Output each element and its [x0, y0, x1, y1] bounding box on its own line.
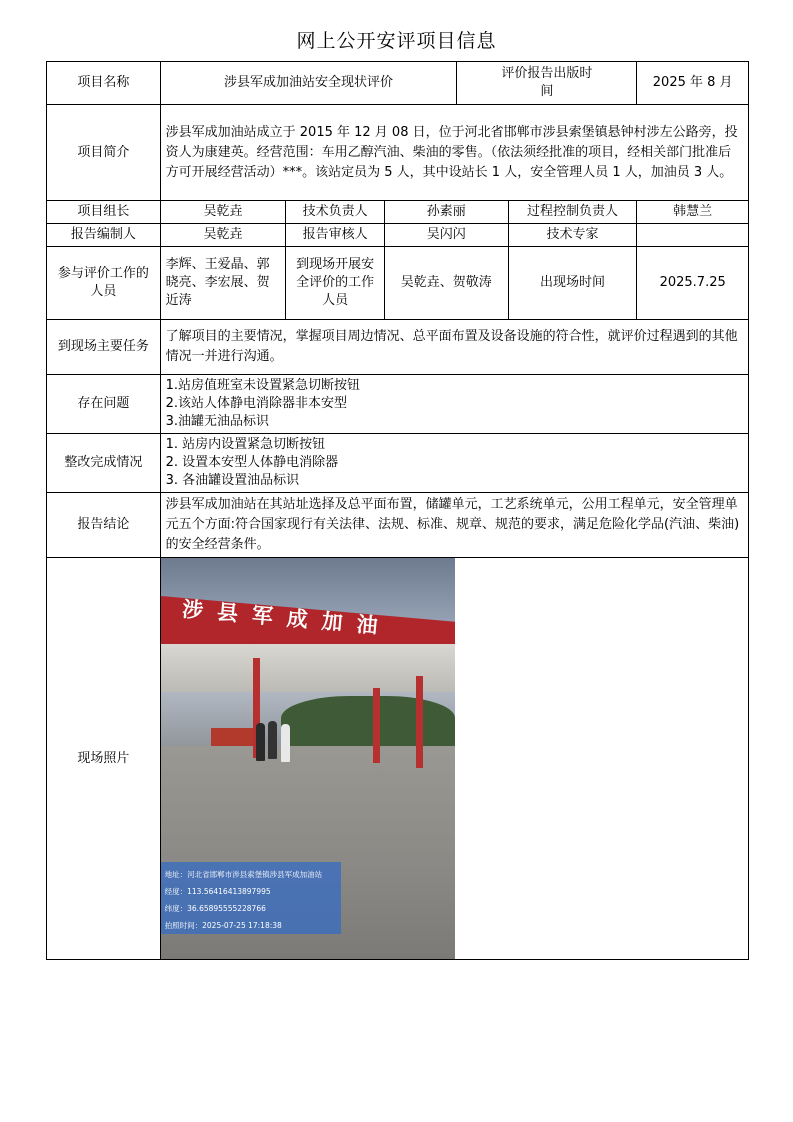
- photo-cell: [160, 558, 748, 960]
- person-image: [281, 724, 290, 762]
- watermark-longitude: 经度：113.56416413897995: [164, 887, 271, 896]
- participants-label: 参与评价工作的人员: [47, 247, 161, 320]
- onsite-time-value: 2025.7.25: [637, 247, 749, 320]
- fix-item: 1. 站房内设置紧急切断按钮: [165, 437, 326, 452]
- publish-time-value: 2025 年 8 月: [637, 62, 749, 105]
- canopy-sign: 涉县军成加油: [180, 597, 393, 640]
- watermark-time: 拍照时间：2025-07-25 17:18:38: [164, 921, 282, 930]
- fix-item: 3. 各油罐设置油品标识: [165, 473, 300, 488]
- watermark-latitude: 纬度：36.65895555228766: [164, 904, 266, 913]
- problems-label: 存在问题: [47, 375, 161, 434]
- intro-text: 涉县军成加油站成立于 2015 年 12 月 08 日，位于河北省邯郸市涉县索堡镇悬钟村涉左公路旁，投资人为康建英。经营范围：车用乙醇汽油、柴油的零售。（依法须经批准的项目，经相关部门批准后方可开展经营活动）***。该站定员为 5 人，其中设站长 1 人，安全管理人员 1 人，加油员 3 人。: [160, 105, 748, 201]
- fixes-label: 整改完成情况: [47, 434, 161, 493]
- conclusion-text: 涉县军成加油站在其站址选择及总平面布置，储罐单元，工艺系统单元，公用工程单元，安全管理单元五个方面:符合国家现行有关法律、法规、标准、规章、规范的要求，满足危险化学品(汽油、柴油)的安全经营条件。: [160, 493, 748, 558]
- reviewer-label: 报告审核人: [286, 224, 385, 247]
- canopy-underside: [161, 644, 455, 692]
- author-value: 吴乾垚: [160, 224, 286, 247]
- problems-list: [160, 375, 748, 434]
- leader-label: 项目组长: [47, 201, 161, 224]
- tech-label: 技术负责人: [286, 201, 385, 224]
- project-name-value: 涉县军成加油站安全现状评价: [160, 62, 457, 105]
- pillar-image: [416, 676, 423, 768]
- trees-image: [281, 696, 455, 751]
- problem-item: 2.该站人体静电消除器非本安型: [165, 396, 348, 411]
- onsite-time-label: 出现场时间: [508, 247, 637, 320]
- site-photo: [161, 558, 455, 959]
- task-text: 了解项目的主要情况，掌握项目周边情况、总平面布置及设备设施的符合性，就评价过程遇到的其他情况一并进行沟通。: [160, 320, 748, 375]
- person-image: [268, 721, 277, 759]
- leader-value: 吴乾垚: [160, 201, 286, 224]
- participants-value: 李辉、王爱晶、郭晓亮、李宏展、贺近涛: [160, 247, 286, 320]
- process-value: 韩慧兰: [637, 201, 749, 224]
- expert-label: 技术专家: [508, 224, 637, 247]
- page-title: 网上公开安评项目信息: [296, 30, 497, 52]
- onsite-staff-value: 吴乾垚、贺敬涛: [384, 247, 508, 320]
- task-label: 到现场主要任务: [47, 320, 161, 375]
- project-name-label: 项目名称: [47, 62, 161, 105]
- author-label: 报告编制人: [47, 224, 161, 247]
- pillar-image: [373, 688, 380, 763]
- fixes-list: [160, 434, 748, 493]
- onsite-staff-label: 到现场开展安全评价的工作人员: [286, 247, 385, 320]
- tech-value: 孙素丽: [384, 201, 508, 224]
- info-table: [46, 61, 749, 960]
- publish-time-label: 评价报告出版时间: [457, 62, 637, 105]
- photo-watermark: [161, 862, 341, 934]
- expert-value: [637, 224, 749, 247]
- reviewer-value: 吴闪闪: [384, 224, 508, 247]
- watermark-address: 地址：河北省邯郸市涉县索堡镇涉县军成加油站: [164, 870, 323, 879]
- photo-label: 现场照片: [47, 558, 161, 960]
- problem-item: 3.油罐无油品标识: [165, 414, 270, 429]
- problem-item: 1.站房值班室未设置紧急切断按钮: [165, 378, 361, 393]
- fix-item: 2. 设置本安型人体静电消除器: [165, 455, 339, 470]
- person-image: [256, 723, 265, 761]
- conclusion-label: 报告结论: [47, 493, 161, 558]
- intro-label: 项目简介: [47, 105, 161, 201]
- process-label: 过程控制负责人: [508, 201, 637, 224]
